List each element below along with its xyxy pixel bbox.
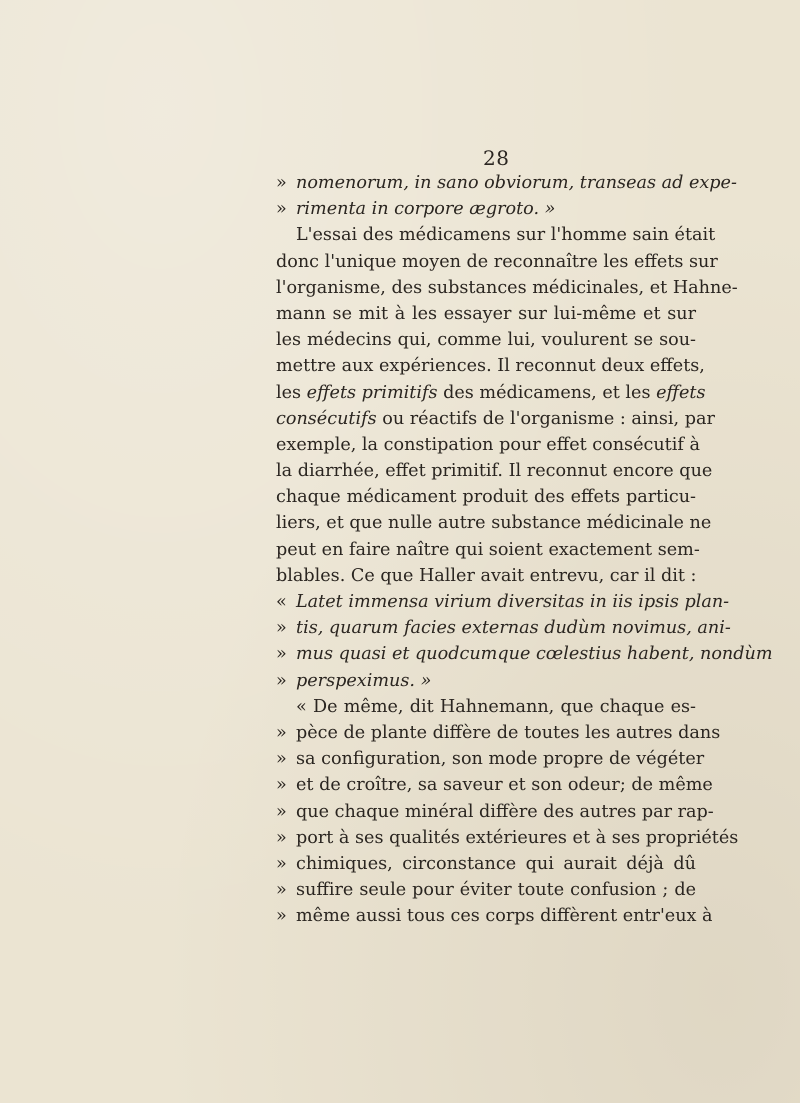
line-text: liers, et que nulle autre substance médicinale ne <box>276 513 712 534</box>
text-line <box>276 615 731 641</box>
line-text: exemple, la constipation pour effet consécutif à <box>276 434 700 455</box>
line-text: la diarrhée, effet primitif. Il reconnut encore que <box>276 461 713 482</box>
text-line <box>276 746 705 772</box>
line-text: peut en faire naître qui soient exactement sem- <box>276 539 700 560</box>
line-text: mann se mit à les essayer sur lui-même et sur <box>276 303 696 324</box>
line-text: l'organisme, des substances médicinales, et Hahne- <box>276 277 738 298</box>
line-text: perspeximus. » <box>296 670 432 691</box>
text-line <box>276 222 716 248</box>
line-text: chimiques, circonstance qui aurait déjà dû <box>296 853 696 874</box>
quote-mark: » <box>276 827 287 848</box>
line-text: tis, quarum facies externas dudùm novimus, ani- <box>296 618 731 639</box>
quote-mark: » <box>276 880 287 901</box>
text-line <box>276 275 738 301</box>
text-line <box>276 694 696 720</box>
text-line <box>276 432 700 458</box>
line-text: rimenta in corpore ægroto. » <box>296 199 556 220</box>
line-text: mettre aux expériences. Il reconnut deux effets, <box>276 356 705 377</box>
line-text: les médecins qui, comme lui, voulurent se sou- <box>276 330 696 351</box>
text-line <box>276 249 718 275</box>
line-text: mus quasi et quodcumque cœlestius habent, nondùm <box>296 644 773 665</box>
text-line <box>276 458 713 484</box>
quote-mark: » <box>276 801 287 822</box>
line-text: « De même, dit Hahnemann, que chaque es- <box>296 696 696 717</box>
text-line <box>276 720 721 746</box>
body-text <box>276 170 773 929</box>
quote-mark: » <box>276 618 287 639</box>
quote-mark: » <box>276 670 287 691</box>
text-line <box>276 301 696 327</box>
text-line <box>276 537 700 563</box>
text-line <box>276 563 696 589</box>
text-line <box>276 877 696 903</box>
line-text: pèce de plante diffère de toutes les autres dans <box>296 722 721 743</box>
line-text: consécutifs ou réactifs de l'organisme : ainsi, par <box>276 408 715 429</box>
quote-mark: » <box>276 199 287 220</box>
quote-mark: » <box>276 775 287 796</box>
text-line <box>276 406 715 432</box>
text-line <box>276 589 730 615</box>
text-line <box>276 641 773 667</box>
text-line <box>276 510 712 536</box>
quote-mark: » <box>276 749 287 770</box>
quote-mark: « <box>276 592 287 612</box>
line-text: et de croître, sa saveur et son odeur; de même <box>296 775 713 796</box>
line-text: suffire seule pour éviter toute confusion ; de <box>296 880 696 901</box>
quote-mark: » <box>276 853 287 874</box>
quote-mark: » <box>276 906 287 927</box>
text-line <box>276 772 713 798</box>
text-line <box>276 170 737 196</box>
text-line <box>276 851 696 877</box>
text-line <box>276 380 706 406</box>
line-text: chaque médicament produit des effets particu- <box>276 487 696 508</box>
line-text: blables. Ce que Haller avait entrevu, car il dit : <box>276 565 697 586</box>
text-line <box>276 825 739 851</box>
text-line <box>276 668 696 694</box>
quote-mark: » <box>276 722 287 743</box>
quote-mark: » <box>276 644 287 665</box>
line-text: port à ses qualités extérieures et à ses propriétés <box>296 827 739 848</box>
quote-mark: » <box>276 173 287 193</box>
line-text: donc l'unique moyen de reconnaître les effets sur <box>276 251 718 272</box>
line-text: Latet immensa virium diversitas in iis ipsis plan- <box>296 592 730 612</box>
text-line <box>276 484 696 510</box>
text-line <box>276 327 696 353</box>
line-text: nomenorum, in sano obviorum, transeas ad expe- <box>296 173 737 193</box>
text-line <box>276 353 705 379</box>
line-text: sa configuration, son mode propre de végéter <box>296 749 705 770</box>
line-text: même aussi tous ces corps diffèrent entr'eux à <box>296 906 713 927</box>
line-text: les effets primitifs des médicamens, et les effets <box>276 382 706 403</box>
page-number: 28 <box>483 146 510 170</box>
line-text: que chaque minéral diffère des autres par rap- <box>296 801 714 822</box>
text-line <box>276 799 714 825</box>
line-text: L'essai des médicamens sur l'homme sain était <box>296 225 716 246</box>
text-line <box>276 196 696 222</box>
text-line <box>276 903 713 929</box>
